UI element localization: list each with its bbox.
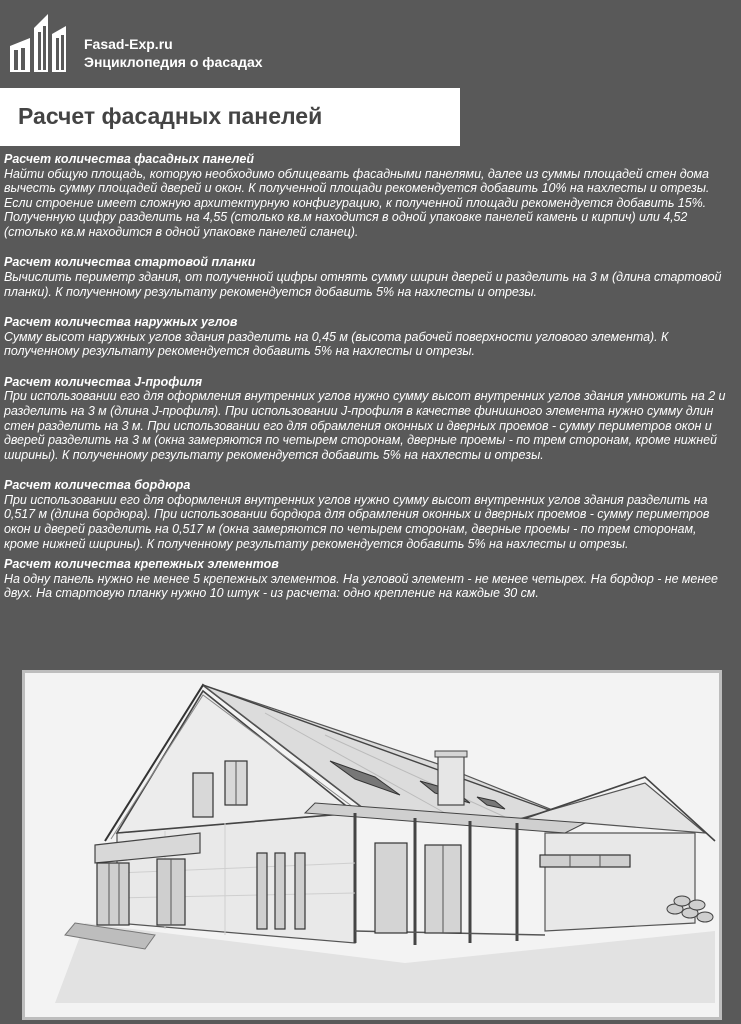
section-outer-corners bbox=[4, 315, 734, 359]
section-title: Расчет количества крепежных элементов bbox=[4, 557, 279, 572]
page-title: Расчет фасадных панелей bbox=[18, 103, 323, 129]
section-starter-strip bbox=[4, 255, 734, 299]
section-fasteners bbox=[4, 557, 734, 601]
section-body: При использовании его для оформления внутренних углов нужно сумму высот внутренних углов здания разделить на 0,517 м (длина бордюра). При использовании бордюра для обрамления оконных и дверных проемов - сумму периметров окон и дверей разделить на 0,517 м (окна замеряются по четырем сторонам, дверные проемы - по трем сторонам, кроме нижней ширины). К полученному результату рекомендуется добавить 5% на нахлесты и отрезы. bbox=[4, 492, 710, 551]
article-content bbox=[4, 152, 734, 601]
site-tagline: Энциклопедия о фасадах bbox=[84, 54, 263, 70]
section-panels bbox=[4, 152, 734, 239]
section-body: Найти общую площадь, которую необходимо облицевать фасадными панелями, далее из суммы площадей стен дома вычесть сумму площадей дверей и окон. К полученной площади рекомендуется добавить 10% на нахлесты и отрезы. Если строение имеет сложную архитектурную конфигурацию, к полученной площади рекомендуется добавить 15%. Полученную цифру разделить на 4,55 (столько кв.м находится в одной упаковке панелей камень и кирпич) или 4,52 (столько кв.м находится в одной упаковке панелей сланец). bbox=[4, 166, 710, 239]
section-body: Вычислить периметр здания, от полученной цифры отнять сумму ширин дверей и разделить на 3 м (длина стартовой планки). К полученному результату рекомендуется добавить 5% на нахлесты и отрезы. bbox=[4, 269, 722, 299]
section-border bbox=[4, 478, 734, 551]
section-j-profile bbox=[4, 375, 734, 462]
site-header bbox=[0, 0, 741, 88]
section-title: Расчет количества J-профиля bbox=[4, 374, 203, 389]
section-body: На одну панель нужно не менее 5 крепежных элементов. На угловой элемент - не менее четырех. На бордюр - не менее двух. На стартовую планку нужно 10 штук - из расчета: одно крепление на каждые 30 см. bbox=[4, 571, 718, 601]
house-sketch-illustration bbox=[25, 673, 719, 1017]
house-illustration-frame bbox=[22, 670, 722, 1020]
building-logo-icon[interactable] bbox=[8, 6, 78, 76]
section-title: Расчет количества фасадных панелей bbox=[4, 152, 254, 166]
section-title: Расчет количества наружных углов bbox=[4, 315, 238, 330]
section-title: Расчет количества бордюра bbox=[4, 478, 191, 493]
section-body: Сумму высот наружных углов здания разделить на 0,45 м (высота рабочей поверхности углового элемента). К полученному результату рекомендуется добавить 5% на нахлесты и отрезы. bbox=[4, 329, 669, 359]
section-title: Расчет количества стартовой планки bbox=[4, 255, 256, 270]
site-name[interactable]: Fasad-Exp.ru bbox=[84, 36, 173, 52]
section-body: При использовании его для оформления внутренних углов нужно сумму высот внутренних углов здания умножить на 2 и разделить на 3 м (длина J-профиля). При использовании J-профиля в качестве финишного элемента нужно сумму длин стен разделить на 3 м. При использовании его для обрамления оконных и дверных проемов - сумму периметров окон и дверей разделить на 3 м (окна замеряются по четырем сторонам, дверные проемы - по трем сторонам, кроме нижней ширины). К полученному результату рекомендуется добавить 5% на нахлесты и отрезы. bbox=[4, 389, 726, 462]
